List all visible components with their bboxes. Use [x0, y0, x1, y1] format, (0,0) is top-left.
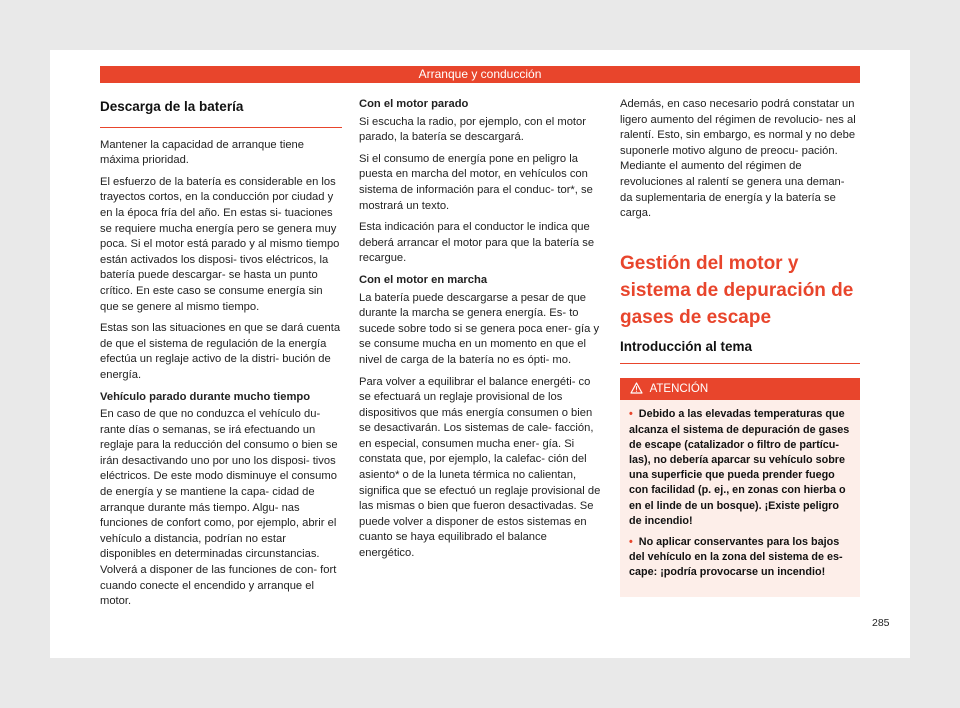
paragraph: El esfuerzo de la batería es considerable en los trayectos cortos, en la conducción por ciudad y en la época fría del año. En estas si- tuaciones se requiere mucha energía pero se genera muy poca. Si el motor está parado y al mismo tiempo están activados los disposi- tivos eléctricos, la batería puede descargar- se hasta un punto crítico. En este caso se consume energía sin que se genere al mismo tiempo. [100, 175, 340, 313]
chapter-heading: Gestión del motor y sistema de depuración de gases de escape [620, 252, 854, 328]
section-title: Introducción al tema [620, 337, 860, 365]
column-middle [359, 97, 603, 568]
subheading: Con el motor en marcha [359, 273, 488, 286]
warning-triangle-icon [630, 382, 643, 394]
paragraph: Para volver a equilibrar el balance energéti- co se efectuará un reglaje provisional de los dispositivos que más energía consumen o bien se desactivarán. Los sistemas de cale- facción, en especial, consumen mucha ener- gía. Si constata que, por ejemplo, la calefac- ción del asiento* o de la luneta térmica no calientan, significa que se efectuó un reglaje provisional de las mismas o bien que fueron desactivadas. Se puede volver a disponer de estos sistemas en cuanto se haya equilibrado el balance energético. [359, 375, 601, 560]
paragraph: Además, en caso necesario podrá constatar un ligero aumento del régimen de revolucio- nes al ralentí. Esto, sin embargo, es normal y no debe suponerle motivo alguno de preocu- pación. Mediante el aumento del régimen de revoluciones al ralentí se genera una deman- da suplementaria de energía y la batería se carga. [620, 98, 856, 220]
warning-text: No aplicar conservantes para los bajos del vehículo en la zona del sistema de es- cape: ¡podría provocarse un incendio! [629, 535, 843, 579]
paragraph: En caso de que no conduzca el vehículo du- rante días o semanas, se irá efectuando un reglaje para la reducción del consumo o bien se irán desactivando uno por uno los disposi- tivos eléctricos. De este modo disminuye el consumo de energía y se mantiene la capa- cidad de arranque durante más tiempo. Algu- nas funciones de confort como, por ejemplo, abrir el vehículo a distancia, podrían no estar disponibles en determinadas circunstancias. Volverá a disponer de las funciones de con- fort cuando conecte el encendido y arranque el motor. [100, 408, 338, 608]
warning-item [629, 535, 852, 581]
paragraph: Esta indicación para el conductor le indica que deberá arrancar el motor para que la batería se recargue. [359, 221, 595, 265]
paragraph: La batería puede descargarse a pesar de que durante la marcha se genera energía. Es- to sucede sobre todo si se genera poca ener- gía y se consume mucha en un momento en que el nivel de carga de la batería no es ópti- mo. [359, 291, 600, 366]
warning-header [620, 378, 860, 400]
chapter-title: Arranque y conducción [418, 67, 542, 81]
bullet: • [629, 535, 633, 548]
paragraph: Estas son las situaciones en que se dará cuenta de que el sistema de regulación de la energía efectúa un reglaje activo de la distri- bución de energía. [100, 322, 341, 381]
warning-box [620, 378, 860, 596]
column-left [100, 97, 342, 616]
page-number: 285 [872, 617, 890, 629]
paragraph: Mantener la capacidad de arranque tiene máxima prioridad. [100, 138, 305, 167]
paragraph: Si escucha la radio, por ejemplo, con el motor parado, la batería se descargará. [359, 115, 586, 144]
warning-text: Debido a las elevadas temperaturas que alcanza el sistema de depuración de gases de escape (catalizador o filtro de partícu- las), no debería aparcar su vehículo sobre una superficie que pueda prender fuego con facilidad (p. ej., en zonas con hierba o en el linde de un bosque). ¡Existe peligro de incendio! [629, 408, 850, 527]
bullet: • [629, 408, 633, 421]
subheading: Vehículo parado durante mucho tiempo [100, 390, 311, 403]
warning-item [629, 407, 852, 529]
chapter-header [100, 66, 860, 83]
paragraph: Si el consumo de energía pone en peligro la puesta en marcha del motor, en vehículos con sistema de información para el conduc- tor*, se mostrará un texto. [359, 152, 593, 212]
column-right [620, 97, 860, 597]
warning-label: ATENCIÓN [649, 383, 709, 396]
warning-body [620, 400, 860, 596]
subheading: Con el motor parado [359, 98, 469, 110]
section-title: Descarga de la batería [100, 97, 342, 128]
